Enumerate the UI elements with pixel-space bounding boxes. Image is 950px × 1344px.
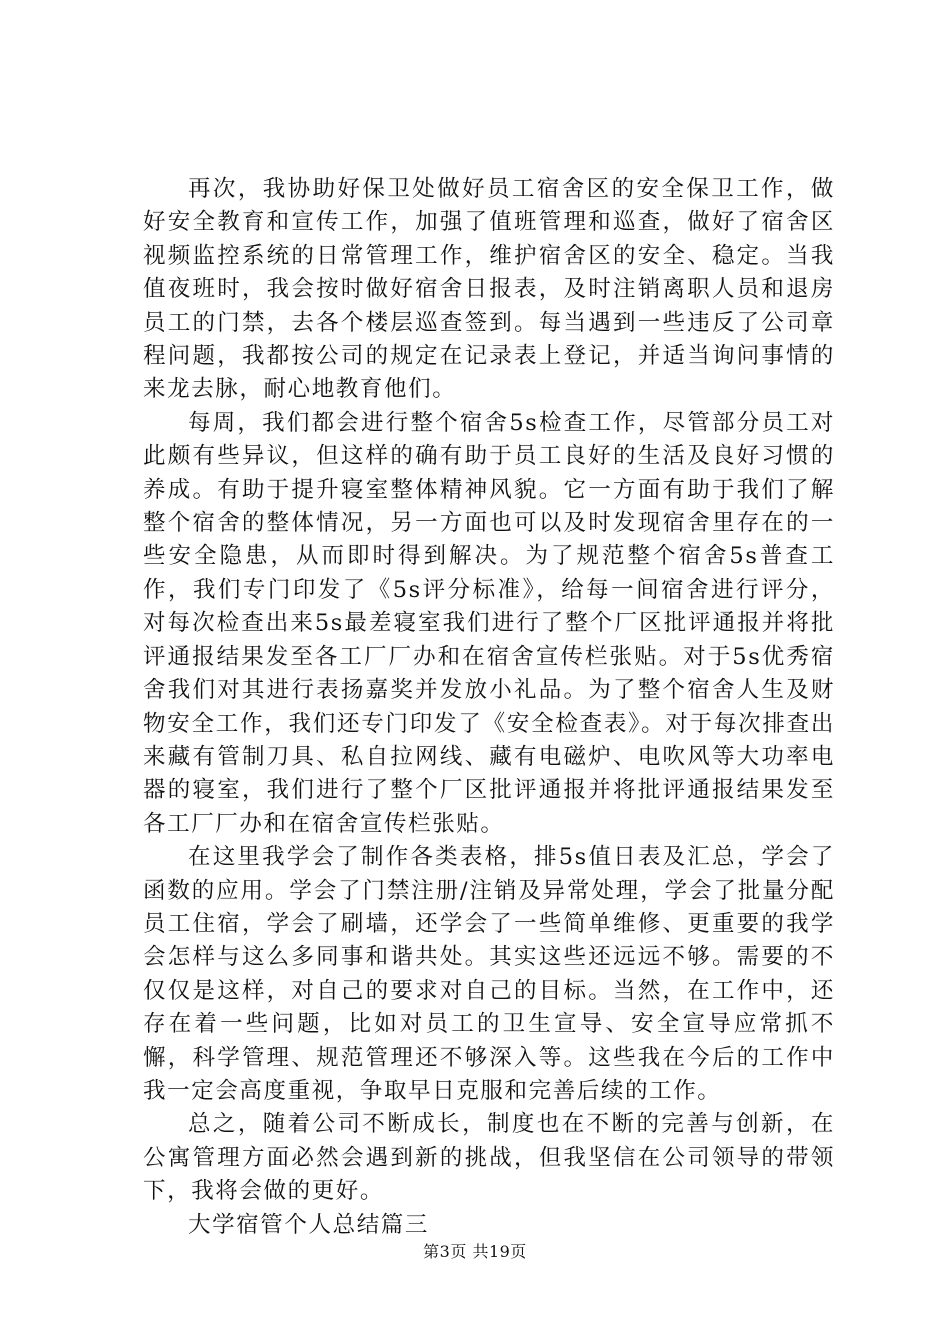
document-body [143,173,835,1242]
paragraph-conclusion: 总之，随着公司不断成长，制度也在不断的完善与创新，在公寓管理方面必然会遇到新的挑战，但我坚信在公司领导的带领下，我将会做的更好。 [143,1111,835,1205]
page-number-footer: 第3页 共19页 [423,1242,527,1261]
paragraph-skills-learned: 在这里我学会了制作各类表格，排5s值日表及汇总，学会了函数的应用。学会了门禁注册/注销及异常处理，学会了批量分配员工住宿，学会了刷墙，还学会了一些简单维修、更重要的我学会怎样与这么多同事和谐共处。其实这些还远远不够。需要的不仅仅是这样，对自己的要求对自己的目标。当然，在工作中，还存在着一些问题，比如对员工的卫生宣导、安全宣导应常抓不懈，科学管理、规范管理还不够深入等。这些我在今后的工作中我一定会高度重视，争取早日克服和完善后续的工作。 [143,844,835,1104]
paragraph-security-work: 再次，我协助好保卫处做好员工宿舍区的安全保卫工作，做好安全教育和宣传工作，加强了值班管理和巡查，做好了宿舍区视频监控系统的日常管理工作，维护宿舍区的安全、稳定。当我值夜班时，我会按时做好宿舍日报表，及时注销离职人员和退房员工的门禁，去各个楼层巡查签到。每当遇到一些违反了公司章程问题，我都按公司的规定在记录表上登记，并适当询问事情的来龙去脉，耐心地教育他们。 [143,176,835,403]
section-heading: 大学宿管个人总结篇三 [188,1211,430,1238]
paragraph-5s-inspection: 每周，我们都会进行整个宿舍5s检查工作，尽管部分员工对此颇有些异议，但这样的确有助于员工良好的生活及良好习惯的养成。有助于提升寝室整体精神风貌。它一方面有助于我们了解整个宿舍的整体情况，另一方面也可以及时发现宿舍里存在的一些安全隐患，从而即时得到解决。为了规范整个宿舍5s普查工作，我们专门印发了《5s评分标准》，给每一间宿舍进行评分，对每次检查出来5s最差寝室我们进行了整个厂区批评通报并将批评通报结果发至各工厂厂办和在宿舍宣传栏张贴。对于5s优秀宿舍我们对其进行表扬嘉奖并发放小礼品。为了整个宿舍人生及财物安全工作，我们还专门印发了《安全检查表》。对于每次排查出来藏有管制刀具、私自拉网线、藏有电磁炉、电吹风等大功率电器的寝室，我们进行了整个厂区批评通报并将批评通报结果发至各工厂厂办和在宿舍宣传栏张贴。 [143,409,835,837]
